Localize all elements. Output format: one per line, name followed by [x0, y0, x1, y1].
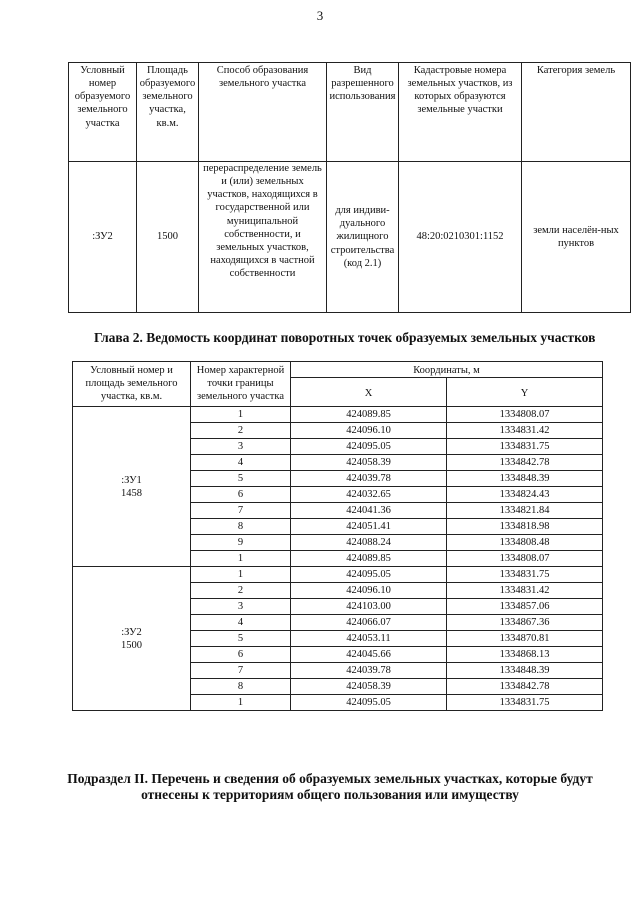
header-plot-number: Условный номер образуемого земельного участка [69, 63, 137, 162]
coord-x-cell: 424053.11 [291, 631, 447, 647]
coord-y-cell: 1334848.39 [447, 663, 603, 679]
coord-y-cell: 1334824.43 [447, 487, 603, 503]
coord-x-cell: 424066.07 [291, 615, 447, 631]
cell-formation-method: перераспределение земель и (или) земельных участков, находящихся в государственной или муниципальной собственности, и земельных участков, находящихся в частной собственности [199, 162, 327, 313]
header-point-number: Номер характерной точки границы земельного участка [191, 362, 291, 407]
coord-x-cell: 424039.78 [291, 471, 447, 487]
header-permitted-use: Вид разрешенного использования [327, 63, 399, 162]
coord-y-cell: 1334818.98 [447, 519, 603, 535]
coord-y-cell: 1334848.39 [447, 471, 603, 487]
point-number-cell: 4 [191, 455, 291, 471]
coord-x-cell: 424095.05 [291, 695, 447, 711]
point-number-cell: 5 [191, 631, 291, 647]
coord-x-cell: 424058.39 [291, 679, 447, 695]
coord-y-cell: 1334870.81 [447, 631, 603, 647]
point-number-cell: 4 [191, 615, 291, 631]
header-formation-method: Способ образования земельного участка [199, 63, 327, 162]
coordinates-table [72, 361, 603, 711]
table-header-row [73, 362, 603, 378]
coord-y-cell: 1334842.78 [447, 455, 603, 471]
point-number-cell: 7 [191, 503, 291, 519]
cell-land-category: земли населён-ных пунктов [522, 162, 631, 313]
point-number-cell: 1 [191, 695, 291, 711]
cell-cadastral-number: 48:20:0210301:1152 [399, 162, 522, 313]
coord-x-cell: 424058.39 [291, 455, 447, 471]
coord-x-cell: 424095.05 [291, 439, 447, 455]
coord-y-cell: 1334842.78 [447, 679, 603, 695]
coord-x-cell: 424088.24 [291, 535, 447, 551]
coordinates-table-body [73, 407, 603, 711]
coord-y-cell: 1334831.42 [447, 583, 603, 599]
coord-y-cell: 1334868.13 [447, 647, 603, 663]
header-coordinates: Координаты, м [291, 362, 603, 378]
coord-x-cell: 424041.36 [291, 503, 447, 519]
coord-y-cell: 1334821.84 [447, 503, 603, 519]
point-number-cell: 1 [191, 551, 291, 567]
point-number-cell: 6 [191, 647, 291, 663]
coord-y-cell: 1334808.07 [447, 551, 603, 567]
coord-x-cell: 424103.00 [291, 599, 447, 615]
coord-x-cell: 424096.10 [291, 423, 447, 439]
point-number-cell: 8 [191, 519, 291, 535]
point-number-cell: 7 [191, 663, 291, 679]
coord-x-cell: 424089.85 [291, 407, 447, 423]
subsection-2-heading: Подраздел II. Перечень и сведения об образуемых земельных участках, которые будут отнесены к территориям общего пользования или имуществу [67, 771, 593, 802]
coord-x-cell: 424095.05 [291, 567, 447, 583]
coord-y-cell: 1334831.42 [447, 423, 603, 439]
coord-x-cell: 424089.85 [291, 551, 447, 567]
header-plot-area: Площадь образуемого земельного участка, кв.м. [137, 63, 199, 162]
chapter-2-heading: Глава 2. Ведомость координат поворотных точек образуемых земельных участков [94, 330, 596, 345]
point-number-cell: 6 [191, 487, 291, 503]
coord-x-cell: 424051.41 [291, 519, 447, 535]
plot-name: :ЗУ2 [121, 626, 142, 638]
point-number-cell: 2 [191, 583, 291, 599]
cell-plot-area: 1500 [137, 162, 199, 313]
table-row [69, 162, 631, 313]
cell-plot-number: :ЗУ2 [69, 162, 137, 313]
point-number-cell: 5 [191, 471, 291, 487]
plot-group-cell [73, 407, 191, 567]
coord-y-cell: 1334857.06 [447, 599, 603, 615]
point-number-cell: 2 [191, 423, 291, 439]
point-number-cell: 1 [191, 567, 291, 583]
coord-y-cell: 1334831.75 [447, 439, 603, 455]
coord-y-cell: 1334808.07 [447, 407, 603, 423]
coord-x-cell: 424032.65 [291, 487, 447, 503]
cell-permitted-use: для индиви-дуального жилищного строительства (код 2.1) [327, 162, 399, 313]
plot-name: :ЗУ1 [121, 474, 142, 486]
point-number-cell: 9 [191, 535, 291, 551]
coord-y-cell: 1334831.75 [447, 695, 603, 711]
plot-group-cell [73, 567, 191, 711]
coord-y-cell: 1334831.75 [447, 567, 603, 583]
point-number-cell: 8 [191, 679, 291, 695]
point-number-cell: 3 [191, 439, 291, 455]
coord-x-cell: 424096.10 [291, 583, 447, 599]
table-header-row [69, 63, 631, 162]
point-number-cell: 1 [191, 407, 291, 423]
plot-formation-table [68, 62, 631, 313]
page-number: 3 [316, 8, 324, 23]
header-y: Y [447, 378, 603, 407]
header-cadastral-numbers: Кадастровые номера земельных участков, из которых образуются земельные участки [399, 63, 522, 162]
table-row [73, 407, 603, 423]
header-land-category: Категория земель [522, 63, 631, 162]
table-row [73, 567, 603, 583]
coord-x-cell: 424039.78 [291, 663, 447, 679]
header-plot-number-area: Условный номер и площадь земельного участка, кв.м. [73, 362, 191, 407]
coord-x-cell: 424045.66 [291, 647, 447, 663]
point-number-cell: 3 [191, 599, 291, 615]
header-x: X [291, 378, 447, 407]
plot-area: 1500 [121, 639, 142, 651]
plot-area: 1458 [121, 487, 142, 499]
coord-y-cell: 1334808.48 [447, 535, 603, 551]
coord-y-cell: 1334867.36 [447, 615, 603, 631]
